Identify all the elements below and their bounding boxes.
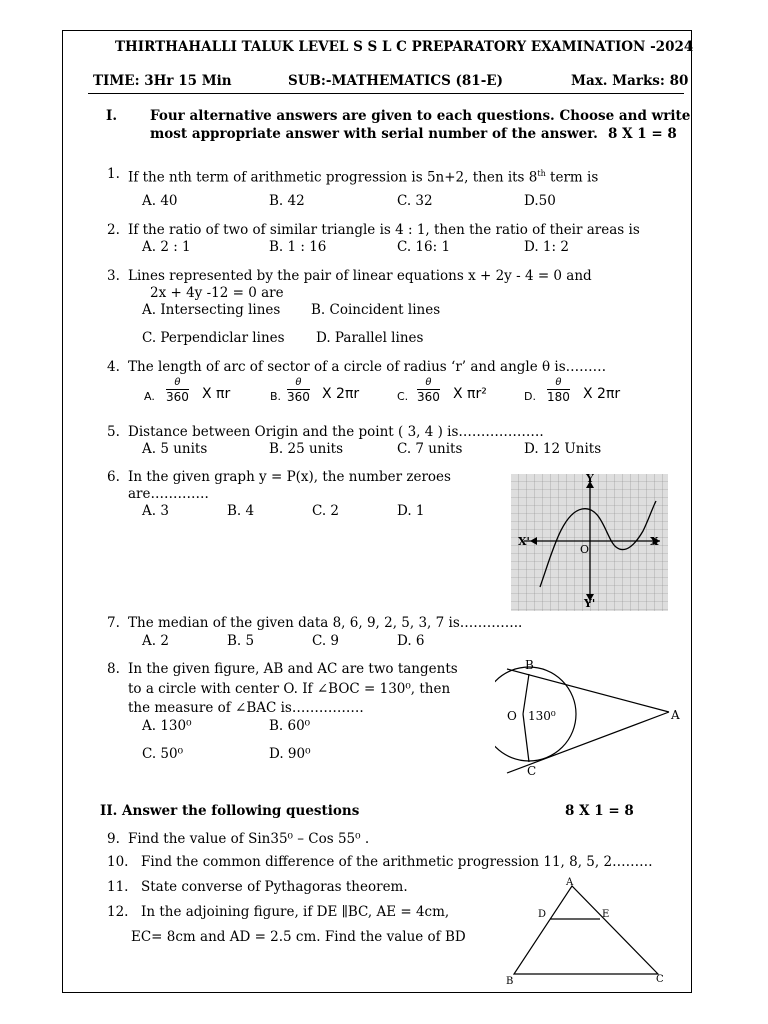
q4-option-c-expression: X πr² [453, 386, 487, 402]
graph-label-y-neg: Y' [584, 597, 596, 610]
q2-number: 2. [107, 222, 120, 238]
q5-option-b: B. 25 units [269, 441, 344, 457]
q1-number: 1. [107, 166, 120, 182]
fig8-label-c: C [527, 764, 537, 778]
q4-option-d-label: D. [524, 390, 536, 403]
polynomial-graph [510, 473, 670, 613]
graph-label-x: X [650, 535, 659, 548]
header-rule [88, 93, 684, 94]
tangent-circle-figure [495, 656, 690, 782]
fig8-label-b: B [525, 658, 534, 672]
q2-option-b: B. 1 : 16 [269, 239, 327, 255]
q4-option-c-label: C. [397, 390, 409, 403]
q12-text-line2: EC= 8cm and AD = 2.5 cm. Find the value of BD [131, 929, 466, 945]
q1-option-b: B. 42 [269, 193, 305, 209]
q9-number: 9. [107, 831, 120, 847]
q2-option-a: A. 2 : 1 [142, 239, 191, 255]
q8-option-c: C. 50⁰ [142, 746, 184, 762]
q5-option-d: D. 12 Units [524, 441, 602, 457]
q3-text-line1: Lines represented by the pair of linear equations x + 2y - 4 = 0 and [128, 268, 592, 284]
fig12-label-d: D [538, 909, 547, 920]
q4-option-b-expression: X 2πr [322, 386, 360, 402]
q7-option-d: D. 6 [397, 633, 425, 649]
section2-marks: 8 X 1 = 8 [565, 803, 634, 819]
q7-text: The median of the given data 8, 6, 9, 2, 5, 3, 7 is………….. [128, 615, 523, 631]
q8-option-d: D. 90⁰ [269, 746, 311, 762]
q5-number: 5. [107, 424, 120, 440]
q12-text-line1: In the adjoining figure, if DE ∥BC, AE = 4cm, [141, 904, 450, 920]
fig12-label-e: E [602, 909, 610, 920]
q7-option-a: A. 2 [142, 633, 169, 649]
q3-option-d: D. Parallel lines [316, 330, 424, 346]
q2-text: If the ratio of two of similar triangle is 4 : 1, then the ratio of their areas is [128, 222, 640, 238]
q5-option-c: C. 7 units [397, 441, 463, 457]
section1-instruction-line2: most appropriate answer with serial number of the answer. [150, 126, 598, 142]
q9-text: Find the value of Sin35⁰ – Cos 55⁰ . [128, 831, 370, 847]
q4-text: The length of arc of sector of a circle of radius ‘r’ and angle θ is……… [128, 359, 607, 375]
exam-time: TIME: 3Hr 15 Min [93, 73, 232, 89]
q6-option-d: D. 1 [397, 503, 425, 519]
q3-number: 3. [107, 268, 120, 284]
q8-option-a: A. 130⁰ [142, 718, 192, 734]
section1-number: I. [106, 108, 118, 124]
q1-option-c: C. 32 [397, 193, 433, 209]
q6-text-line1: In the given graph y = P(x), the number zeroes [128, 469, 451, 485]
q8-option-b: B. 60⁰ [269, 718, 311, 734]
radius-ob [523, 674, 529, 714]
q4-option-a-label: A. [144, 390, 155, 403]
q4-option-a-fraction: θ 360 [166, 377, 189, 404]
q11-number: 11. [107, 879, 129, 895]
fig12-label-a: A [566, 877, 574, 888]
q4-option-d-fraction: θ 180 [547, 377, 570, 404]
fig12-label-b: B [506, 976, 514, 987]
q4-number: 4. [107, 359, 120, 375]
q8-text-line3: the measure of ∠BAC is……………. [128, 700, 364, 716]
tangent-ab [507, 669, 669, 712]
exam-subject: SUB:-MATHEMATICS (81-E) [288, 73, 503, 89]
q6-option-c: C. 2 [312, 503, 340, 519]
section2-title: II. Answer the following questions [100, 803, 360, 819]
fig8-label-o: O [507, 709, 517, 723]
q4-option-a-expression: X πr [202, 386, 231, 402]
q7-number: 7. [107, 615, 120, 631]
triangle-figure [498, 874, 678, 990]
fig12-label-c: C [656, 974, 664, 985]
graph-label-y: Y [586, 473, 594, 485]
q7-option-c: C. 9 [312, 633, 340, 649]
q1-text: If the nth term of arithmetic progression is 5n+2, then its 8th term is [128, 169, 599, 186]
q10-text: Find the common difference of the arithmetic progression 11, 8, 5, 2……… [141, 854, 653, 870]
q2-option-d: D. 1: 2 [524, 239, 569, 255]
q4-option-d-expression: X 2πr [583, 386, 621, 402]
q4-option-b-fraction: θ 360 [287, 377, 310, 404]
q4-option-b-label: B. [270, 390, 282, 403]
q6-text-line2: are…………. [128, 486, 209, 502]
q10-number: 10. [107, 854, 129, 870]
q2-option-c: C. 16: 1 [397, 239, 451, 255]
exam-title: THIRTHAHALLI TALUK LEVEL S S L C PREPARATORY EXAMINATION -2024 [115, 39, 694, 55]
graph-label-x-neg: X' [518, 535, 530, 548]
section1-marks: 8 X 1 = 8 [608, 126, 677, 142]
q6-number: 6. [107, 469, 120, 485]
q3-option-a: A. Intersecting lines [142, 302, 281, 318]
q7-option-b: B. 5 [227, 633, 255, 649]
graph-label-origin: O [580, 543, 590, 556]
triangle-abc [514, 886, 658, 974]
exam-max-marks: Max. Marks: 80 [571, 73, 689, 89]
q1-option-d: D.50 [524, 193, 556, 209]
q6-option-b: B. 4 [227, 503, 255, 519]
q8-text-line1: In the given figure, AB and AC are two tangents [128, 661, 458, 677]
q11-text: State converse of Pythagoras theorem. [141, 879, 408, 895]
q5-text: Distance between Origin and the point ( 3, 4 ) is………………. [128, 424, 544, 440]
q3-option-b: B. Coincident lines [311, 302, 441, 318]
q4-option-c-fraction: θ 360 [417, 377, 440, 404]
section1-instruction-line1: Four alternative answers are given to each questions. Choose and write [150, 108, 691, 124]
q5-option-a: A. 5 units [142, 441, 208, 457]
q8-text-line2: to a circle with center O. If ∠BOC = 130⁰, then [128, 681, 451, 697]
fig8-label-angle: 130⁰ [528, 709, 556, 723]
fig8-label-a: A [671, 708, 680, 722]
q8-number: 8. [107, 661, 120, 677]
q3-text-line2: 2x + 4y -12 = 0 are [150, 285, 284, 301]
q6-option-a: A. 3 [142, 503, 169, 519]
q1-option-a: A. 40 [142, 193, 178, 209]
q3-option-c: C. Perpendiclar lines [142, 330, 285, 346]
q12-number: 12. [107, 904, 129, 920]
